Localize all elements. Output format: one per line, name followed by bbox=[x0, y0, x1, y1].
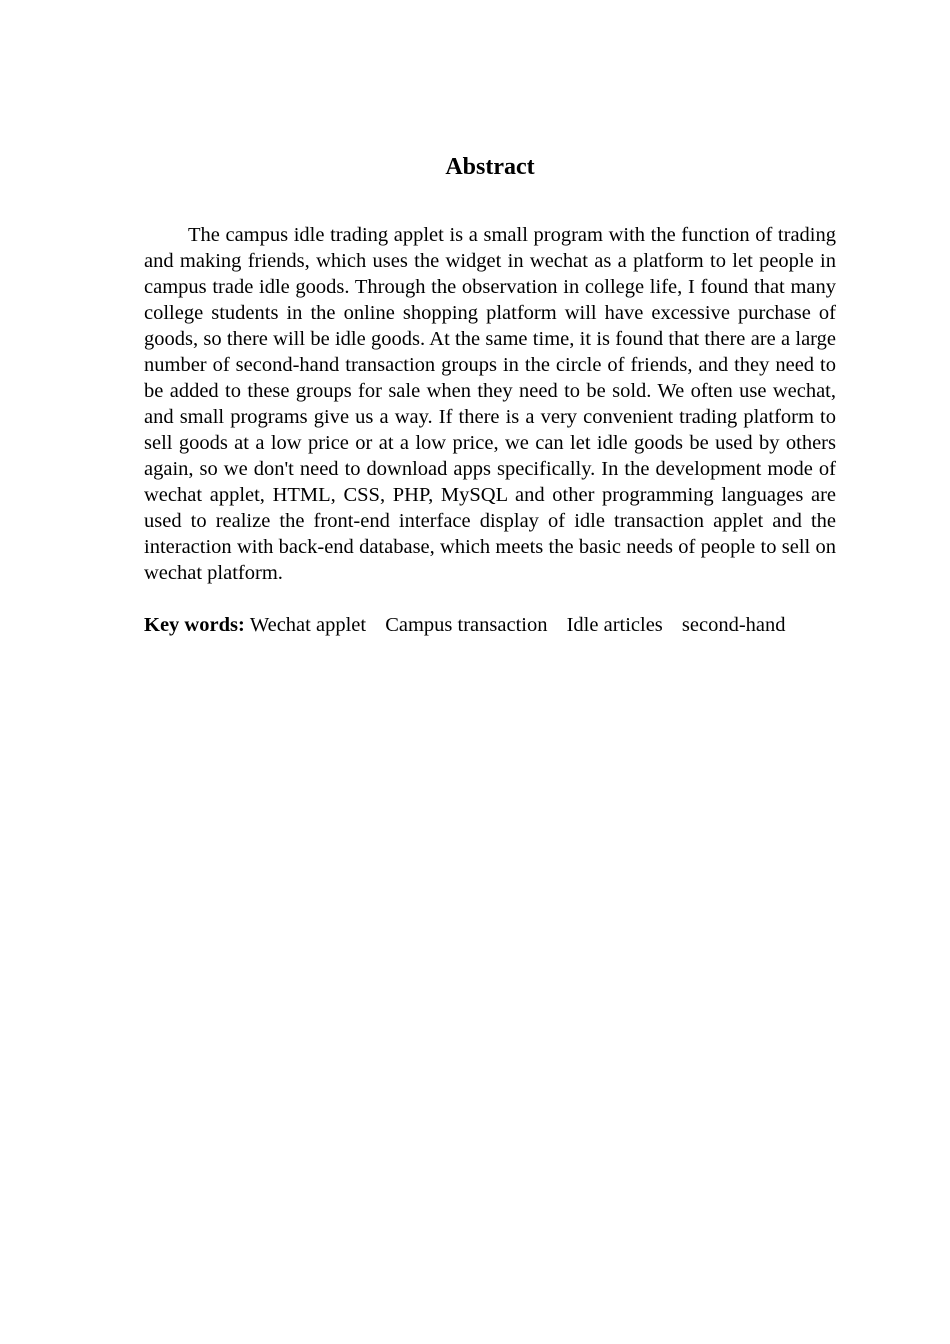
keyword-item: Wechat applet bbox=[249, 614, 367, 636]
abstract-title: Abstract bbox=[445, 154, 535, 180]
keyword-item: Campus transaction bbox=[385, 614, 548, 636]
keyword-item: second-hand bbox=[681, 614, 786, 636]
abstract-section bbox=[144, 150, 836, 638]
keyword-item: Idle articles bbox=[566, 614, 663, 636]
keywords-line bbox=[144, 612, 836, 638]
keywords-label: Key words: bbox=[144, 614, 250, 636]
abstract-paragraph: The campus idle trading applet is a small program with the function of trading and making friends, which uses the widget in wechat as a platform to let people in campus trade idle goods. Through the observation in college life, I found that many college students in the online shopping platform will have excessive purchase of goods, so there will be idle goods. At the same time, it is found that there are a large number of second-hand transaction groups in the circle of friends, and they need to be added to these groups for sale when they need to be sold. We often use wechat, and small programs give us a way. If there is a very convenient trading platform to sell goods at a low price or at a low price, we can let idle goods be used by others again, so we don't need to download apps specifically. In the development mode of wechat applet, HTML, CSS, PHP, MySQL and other programming languages are used to realize the front-end interface display of idle transaction applet and the interaction with back-end database, which meets the basic needs of people to sell on wechat platform. bbox=[144, 224, 836, 584]
